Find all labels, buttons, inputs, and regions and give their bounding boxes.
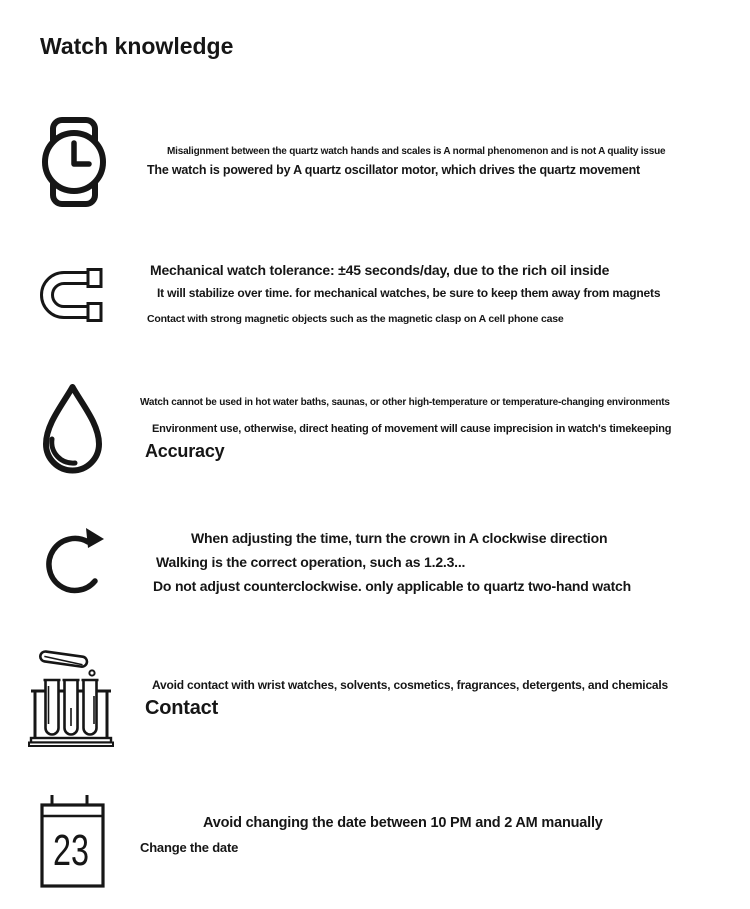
test-tubes-icon	[28, 650, 114, 747]
text-line: The watch is powered by A quartz oscillator motor, which drives the quartz movement	[147, 163, 640, 177]
text-line: Contact with strong magnetic objects such as the magnetic clasp on A cell phone case	[147, 313, 564, 325]
text-line: Contact	[145, 697, 219, 719]
text-line: Change the date	[140, 840, 239, 855]
calendar-icon	[40, 795, 106, 888]
water-drop-icon	[40, 384, 105, 478]
magnet-icon	[36, 266, 104, 324]
text-line: Mechanical watch tolerance: ±45 seconds/day, due to the rich oil inside	[150, 262, 610, 278]
text-line: When adjusting the time, turn the crown in A clockwise direction	[191, 530, 608, 546]
text-line: Do not adjust counterclockwise. only applicable to quartz two-hand watch	[153, 578, 631, 594]
clockwise-arrow-icon	[44, 526, 106, 612]
page-title: Watch knowledge	[40, 33, 234, 59]
text-line: Watch cannot be used in hot water baths, saunas, or other high-temperature or temperature-changing environments	[140, 397, 670, 408]
text-line: Accuracy	[145, 441, 225, 461]
text-line: Avoid contact with wrist watches, solvents, cosmetics, fragrances, detergents, and chemicals	[152, 678, 668, 692]
text-line: Walking is the correct operation, such as 1.2.3...	[156, 554, 466, 570]
text-line: Misalignment between the quartz watch hands and scales is A normal phenomenon and is not A quality issue	[167, 146, 666, 157]
text-line: Environment use, otherwise, direct heating of movement will cause imprecision in watch's timekeeping	[152, 423, 672, 435]
text-line: Avoid changing the date between 10 PM and 2 AM manually	[203, 815, 603, 831]
text-line: It will stabilize over time. for mechanical watches, be sure to keep them away from magnets	[157, 286, 661, 300]
calendar-day-number: 23	[53, 826, 89, 875]
wristwatch-icon	[42, 117, 106, 207]
